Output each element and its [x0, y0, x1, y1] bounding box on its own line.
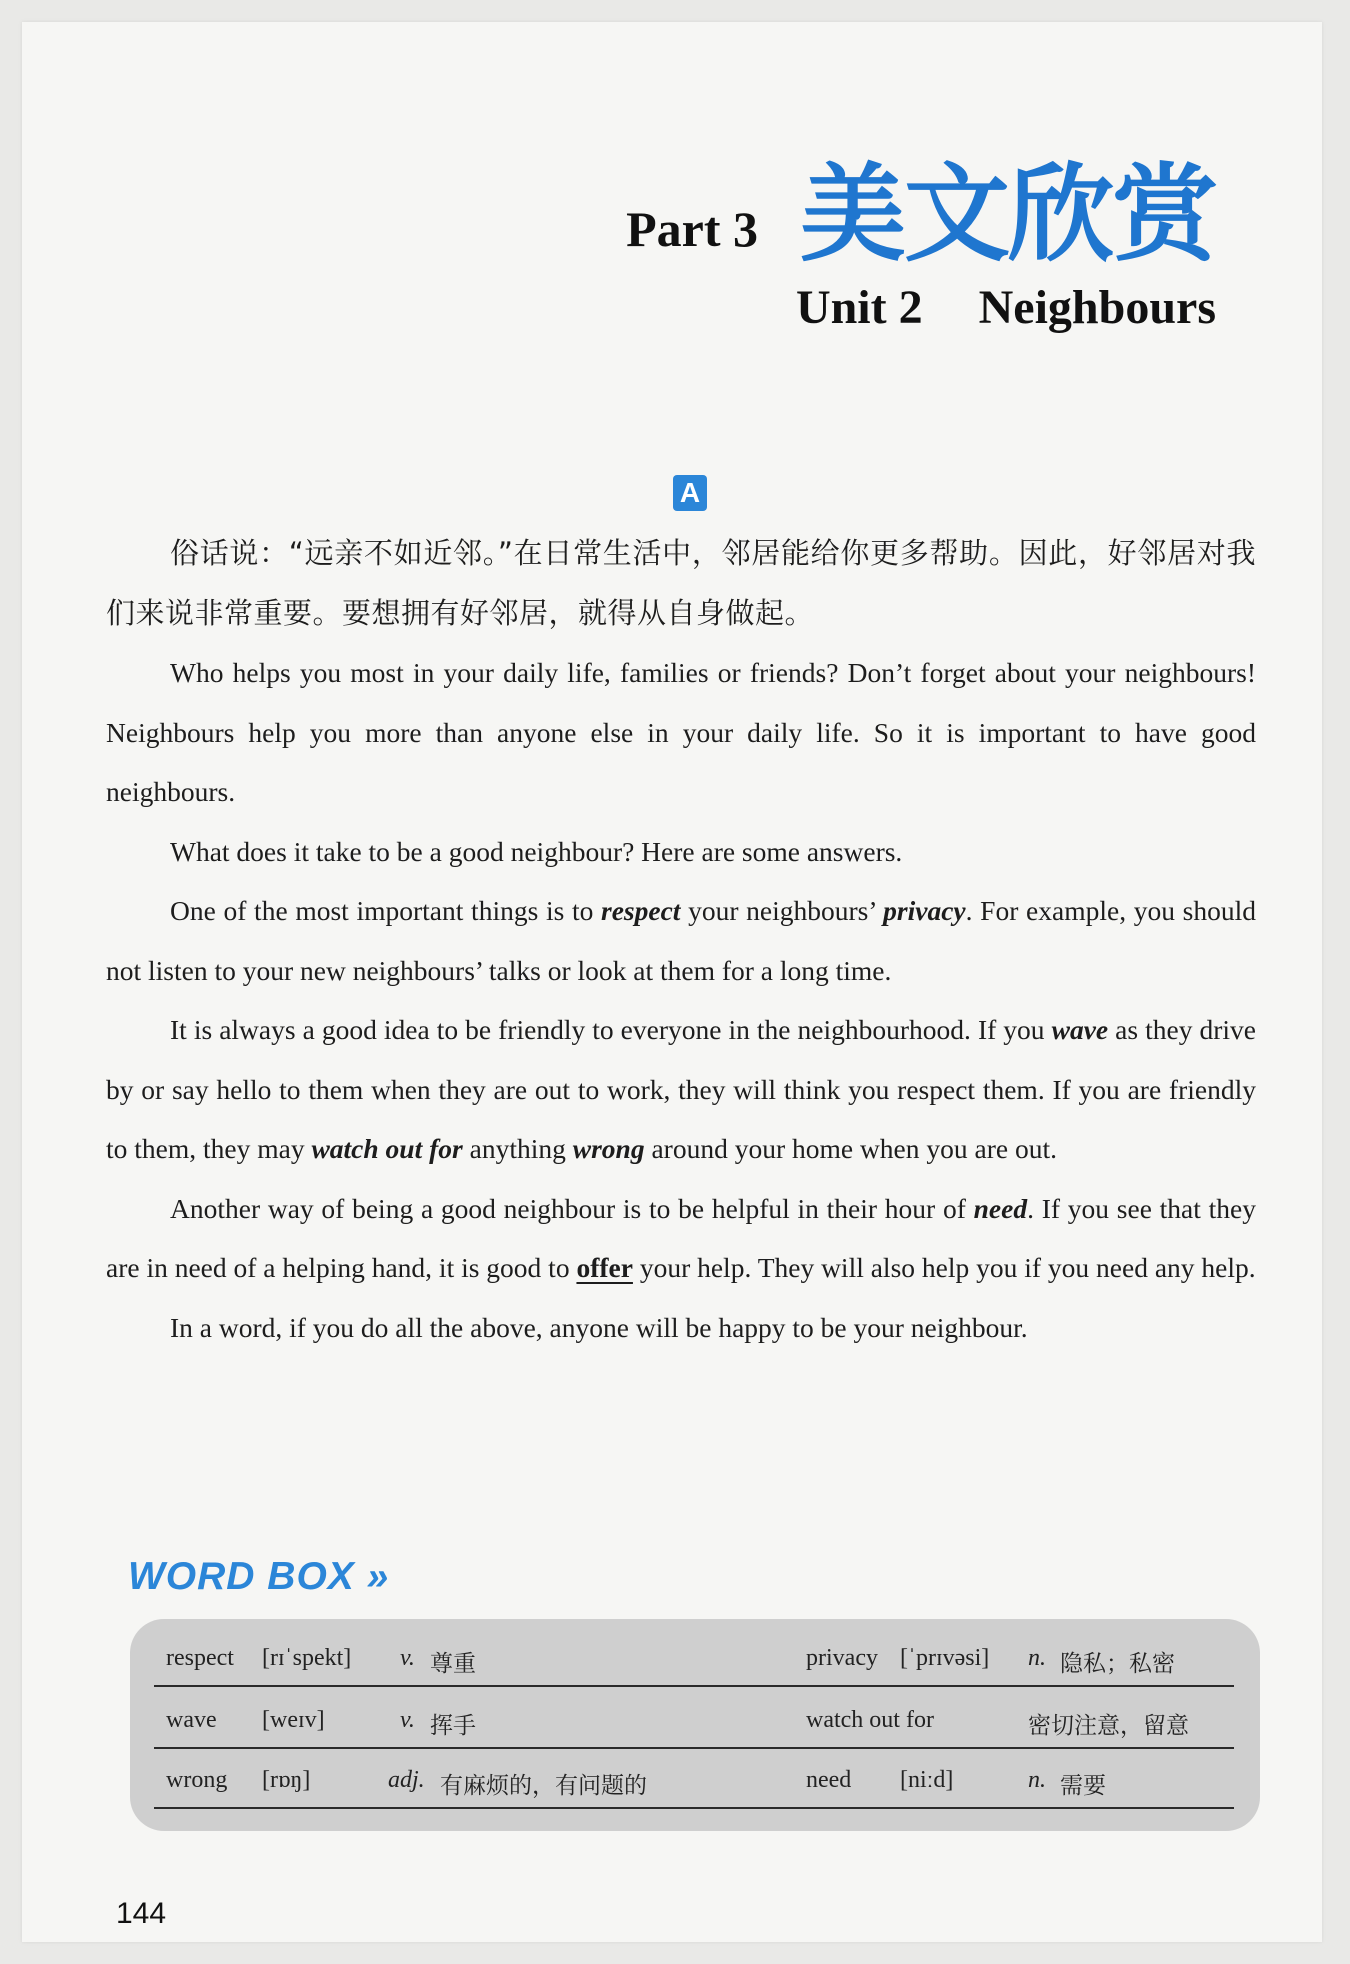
word-box-row [154, 1689, 1234, 1749]
part-of-speech: n. [1028, 1767, 1046, 1793]
keyword-need: need [973, 1192, 1028, 1224]
part-of-speech: v. [400, 1707, 415, 1733]
phonetic: [rɒŋ] [262, 1767, 311, 1793]
keyword-offer: offer [576, 1252, 633, 1283]
word: wrong [166, 1767, 228, 1793]
unit-label: Unit 2 [795, 281, 923, 334]
word-box-row [154, 1627, 1234, 1687]
text: It is always a good idea to be friendly to everyone in the neighbourhood. If you [170, 1014, 1052, 1045]
paragraph-2: What does it take to be a good neighbour? Here are some answers. [170, 835, 903, 867]
keyword-wave: wave [1051, 1014, 1109, 1045]
section-badge: A [673, 475, 707, 511]
word: need [806, 1767, 852, 1793]
part-heading [626, 153, 1216, 276]
word-box-row [154, 1749, 1234, 1809]
unit-title: Neighbours [978, 281, 1216, 334]
keyword-wrong: wrong [572, 1133, 645, 1164]
part-of-speech: v. [400, 1645, 415, 1671]
text: anything [462, 1133, 573, 1164]
text: around your home when you are out. [644, 1133, 1057, 1164]
textbook-page [22, 22, 1322, 1942]
phonetic: [weɪv] [262, 1707, 325, 1733]
meaning: 隐私；私密 [1060, 1651, 1175, 1677]
meaning: 需要 [1060, 1773, 1106, 1799]
phonetic: [ˈprɪvəsi] [900, 1645, 990, 1671]
paragraph-4 [106, 1000, 1256, 1179]
meaning: 尊重 [430, 1651, 476, 1677]
meaning: 挥手 [430, 1713, 476, 1739]
paragraph-3 [106, 881, 1256, 1000]
part-of-speech: adj. [388, 1767, 425, 1793]
keyword-watch-out-for: watch out for [311, 1133, 463, 1164]
paragraph-5 [106, 1179, 1256, 1298]
part-of-speech: n. [1028, 1645, 1046, 1671]
article-body [106, 524, 1256, 1357]
text: as they drive by or say hello to them when they are out to work, they will think you respect them. If you are friendly to them, they may [106, 1014, 1256, 1164]
meaning: 密切注意，留意 [1028, 1713, 1189, 1739]
keyword-privacy: privacy [883, 895, 966, 926]
keyword-respect: respect [601, 895, 681, 926]
text: your neighbours’ [680, 895, 884, 926]
unit-heading [795, 281, 1216, 334]
word-box [130, 1619, 1260, 1831]
text: One of the most important things is to [170, 895, 602, 926]
intro-paragraph-cn: 俗话说：“远亲不如近邻。”在日常生活中，邻居能给你更多帮助。因此，好邻居对我们来说非常重要。要想拥有好邻居，就得从自身做起。 [106, 536, 1256, 630]
phonetic: [niːd] [900, 1767, 954, 1793]
phonetic: [rɪˈspekt] [262, 1645, 352, 1671]
word: wave [166, 1707, 217, 1733]
word-box-title: WORD BOX » [128, 1555, 390, 1598]
text: your help. They will also help you if you need any help. [632, 1252, 1256, 1283]
part-title: 美文欣赏 [800, 153, 1216, 276]
page-number: 144 [116, 1897, 167, 1930]
word: watch out for [806, 1707, 934, 1733]
word: respect [166, 1645, 234, 1671]
text: . For example, you should not listen to your new neighbours’ talks or look at them for a long time. [106, 895, 1256, 986]
text: . If you see that they are in need of a helping hand, it is good to [106, 1192, 1256, 1283]
part-label: Part 3 [626, 201, 758, 257]
paragraph-1: Who helps you most in your daily life, families or friends? Don’t forget about your neighbours! Neighbours help you more than anyone else in your daily life. So it is important to have good neighbours. [106, 657, 1256, 807]
meaning: 有麻烦的，有问题的 [440, 1773, 647, 1799]
word: privacy [806, 1645, 878, 1671]
paragraph-6: In a word, if you do all the above, anyone will be happy to be your neighbour. [170, 1311, 1028, 1343]
text: Another way of being a good neighbour is to be helpful in their hour of [170, 1192, 974, 1224]
